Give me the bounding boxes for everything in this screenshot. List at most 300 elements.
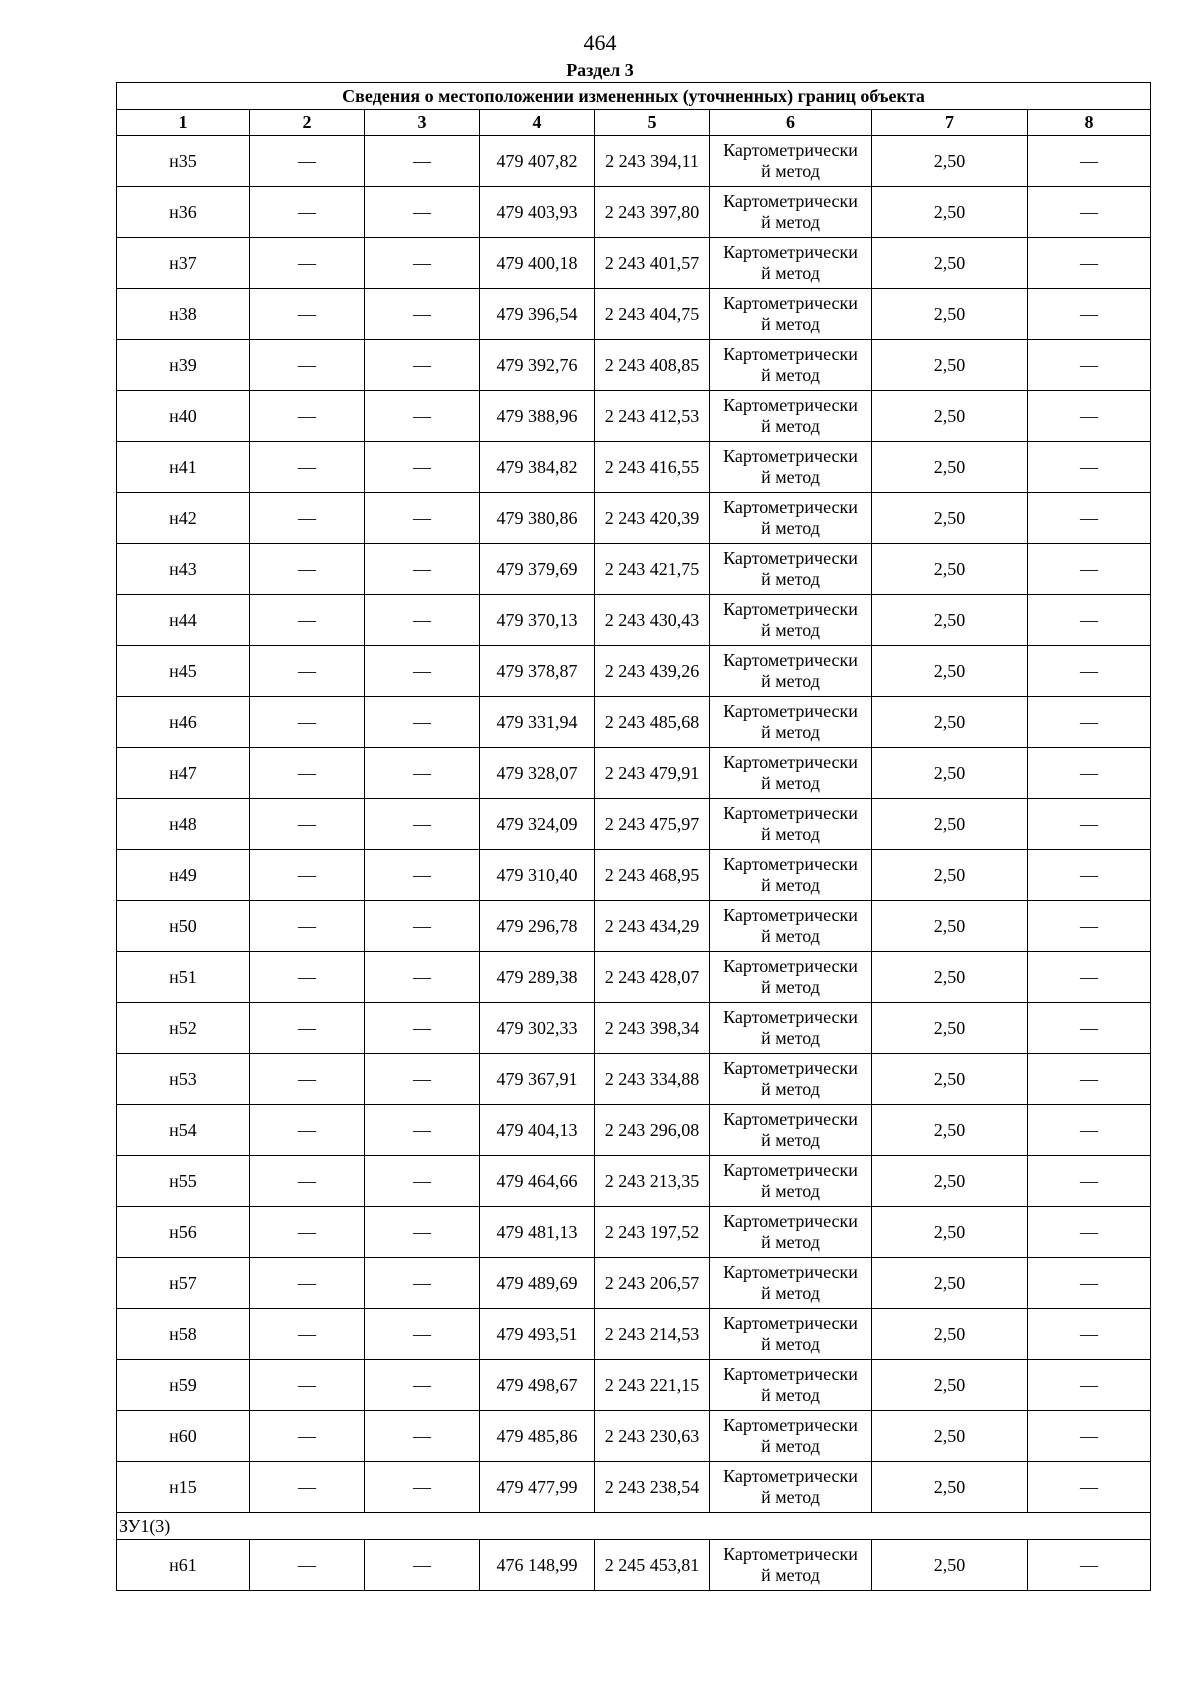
dash-cell: — (250, 136, 365, 187)
column-number: 3 (365, 110, 480, 136)
method-line-2: й метод (761, 518, 820, 538)
method-line-2: й метод (761, 1028, 820, 1048)
method-line-2: й метод (761, 1334, 820, 1354)
accuracy-cell: 2,50 (872, 646, 1028, 697)
x-coordinate-cell: 479 400,18 (480, 238, 595, 289)
y-coordinate-cell: 2 243 197,52 (595, 1207, 710, 1258)
dash-cell: — (365, 493, 480, 544)
method-line-2: й метод (761, 773, 820, 793)
table-row (117, 646, 1151, 697)
column-number: 1 (117, 110, 250, 136)
table-row (117, 799, 1151, 850)
accuracy-cell: 2,50 (872, 238, 1028, 289)
method-line-2: й метод (761, 365, 820, 385)
table-row (117, 1207, 1151, 1258)
dash-cell: — (365, 238, 480, 289)
dash-cell: — (365, 136, 480, 187)
method-cell (710, 238, 872, 289)
method-cell (710, 391, 872, 442)
y-coordinate-cell: 2 243 404,75 (595, 289, 710, 340)
method-line-2: й метод (761, 467, 820, 487)
dash-cell: — (250, 1003, 365, 1054)
method-line-2: й метод (761, 722, 820, 742)
dash-cell: — (250, 1156, 365, 1207)
method-line-2: й метод (761, 1181, 820, 1201)
accuracy-cell: 2,50 (872, 340, 1028, 391)
dash-cell: — (1028, 1105, 1151, 1156)
table-row (117, 1540, 1151, 1591)
method-line-1: Картометрически (723, 854, 858, 874)
point-id-cell: н39 (117, 340, 250, 391)
dash-cell: — (365, 799, 480, 850)
dash-cell: — (1028, 1462, 1151, 1513)
coordinates-table (116, 82, 1151, 1591)
y-coordinate-cell: 2 243 394,11 (595, 136, 710, 187)
method-cell (710, 136, 872, 187)
dash-cell: — (365, 850, 480, 901)
y-coordinate-cell: 2 243 439,26 (595, 646, 710, 697)
dash-cell: — (365, 1462, 480, 1513)
method-line-1: Картометрически (723, 446, 858, 466)
accuracy-cell: 2,50 (872, 1054, 1028, 1105)
dash-cell: — (250, 1540, 365, 1591)
group-header-row (117, 1513, 1151, 1540)
dash-cell: — (250, 289, 365, 340)
method-line-1: Картометрически (723, 752, 858, 772)
dash-cell: — (365, 1258, 480, 1309)
dash-cell: — (1028, 748, 1151, 799)
accuracy-cell: 2,50 (872, 493, 1028, 544)
x-coordinate-cell: 479 493,51 (480, 1309, 595, 1360)
point-id-cell: н58 (117, 1309, 250, 1360)
dash-cell: — (365, 1411, 480, 1462)
column-number: 5 (595, 110, 710, 136)
method-cell (710, 901, 872, 952)
table-row (117, 1156, 1151, 1207)
method-cell (710, 1054, 872, 1105)
method-line-1: Картометрически (723, 1364, 858, 1384)
x-coordinate-cell: 479 302,33 (480, 1003, 595, 1054)
page-number: 464 (583, 30, 617, 55)
method-cell (710, 1207, 872, 1258)
x-coordinate-cell: 479 384,82 (480, 442, 595, 493)
method-line-2: й метод (761, 926, 820, 946)
column-number: 2 (250, 110, 365, 136)
method-line-2: й метод (761, 1385, 820, 1405)
dash-cell: — (250, 1207, 365, 1258)
method-line-2: й метод (761, 1283, 820, 1303)
dash-cell: — (250, 187, 365, 238)
method-cell (710, 1360, 872, 1411)
accuracy-cell: 2,50 (872, 136, 1028, 187)
dash-cell: — (250, 646, 365, 697)
method-cell (710, 1309, 872, 1360)
table-row (117, 340, 1151, 391)
point-id-cell: н47 (117, 748, 250, 799)
dash-cell: — (365, 391, 480, 442)
method-line-1: Картометрически (723, 191, 858, 211)
dash-cell: — (365, 901, 480, 952)
dash-cell: — (250, 442, 365, 493)
method-cell (710, 1105, 872, 1156)
method-line-1: Картометрически (723, 344, 858, 364)
table-caption: Сведения о местоположении измененных (уточненных) границ объекта (117, 83, 1151, 110)
table-row (117, 1462, 1151, 1513)
point-id-cell: н44 (117, 595, 250, 646)
dash-cell: — (1028, 901, 1151, 952)
dash-cell: — (1028, 1360, 1151, 1411)
table-row (117, 238, 1151, 289)
y-coordinate-cell: 2 243 398,34 (595, 1003, 710, 1054)
y-coordinate-cell: 2 243 479,91 (595, 748, 710, 799)
point-id-cell: н48 (117, 799, 250, 850)
dash-cell: — (1028, 238, 1151, 289)
dash-cell: — (1028, 646, 1151, 697)
table-row (117, 1003, 1151, 1054)
x-coordinate-cell: 479 396,54 (480, 289, 595, 340)
method-cell (710, 493, 872, 544)
y-coordinate-cell: 2 243 485,68 (595, 697, 710, 748)
dash-cell: — (1028, 136, 1151, 187)
method-line-1: Картометрически (723, 701, 858, 721)
table-row (117, 544, 1151, 595)
point-id-cell: н41 (117, 442, 250, 493)
y-coordinate-cell: 2 243 468,95 (595, 850, 710, 901)
point-id-cell: н42 (117, 493, 250, 544)
y-coordinate-cell: 2 243 221,15 (595, 1360, 710, 1411)
dash-cell: — (365, 442, 480, 493)
x-coordinate-cell: 479 324,09 (480, 799, 595, 850)
column-number: 6 (710, 110, 872, 136)
method-line-1: Картометрически (723, 293, 858, 313)
method-cell (710, 187, 872, 238)
dash-cell: — (1028, 799, 1151, 850)
accuracy-cell: 2,50 (872, 1360, 1028, 1411)
x-coordinate-cell: 479 331,94 (480, 697, 595, 748)
dash-cell: — (365, 1207, 480, 1258)
column-numbers-row (117, 110, 1151, 136)
y-coordinate-cell: 2 243 416,55 (595, 442, 710, 493)
y-coordinate-cell: 2 243 475,97 (595, 799, 710, 850)
method-line-2: й метод (761, 416, 820, 436)
dash-cell: — (365, 289, 480, 340)
method-cell (710, 748, 872, 799)
table-row (117, 901, 1151, 952)
dash-cell: — (1028, 340, 1151, 391)
method-cell (710, 850, 872, 901)
dash-cell: — (250, 799, 365, 850)
dash-cell: — (1028, 1207, 1151, 1258)
point-id-cell: н57 (117, 1258, 250, 1309)
group-label: ЗУ1(3) (117, 1513, 1151, 1540)
y-coordinate-cell: 2 243 214,53 (595, 1309, 710, 1360)
dash-cell: — (250, 850, 365, 901)
x-coordinate-cell: 479 379,69 (480, 544, 595, 595)
x-coordinate-cell: 479 489,69 (480, 1258, 595, 1309)
point-id-cell: н40 (117, 391, 250, 442)
dash-cell: — (1028, 850, 1151, 901)
dash-cell: — (1028, 493, 1151, 544)
accuracy-cell: 2,50 (872, 901, 1028, 952)
method-line-2: й метод (761, 314, 820, 334)
x-coordinate-cell: 479 403,93 (480, 187, 595, 238)
dash-cell: — (250, 952, 365, 1003)
method-cell (710, 799, 872, 850)
dash-cell: — (250, 1462, 365, 1513)
x-coordinate-cell: 479 481,13 (480, 1207, 595, 1258)
x-coordinate-cell: 479 380,86 (480, 493, 595, 544)
x-coordinate-cell: 479 388,96 (480, 391, 595, 442)
dash-cell: — (365, 595, 480, 646)
dash-cell: — (250, 1054, 365, 1105)
method-line-1: Картометрически (723, 497, 858, 517)
dash-cell: — (250, 544, 365, 595)
accuracy-cell: 2,50 (872, 1156, 1028, 1207)
y-coordinate-cell: 2 243 238,54 (595, 1462, 710, 1513)
point-id-cell: н49 (117, 850, 250, 901)
method-line-2: й метод (761, 671, 820, 691)
x-coordinate-cell: 479 477,99 (480, 1462, 595, 1513)
method-cell (710, 595, 872, 646)
x-coordinate-cell: 479 296,78 (480, 901, 595, 952)
dash-cell: — (1028, 1054, 1151, 1105)
y-coordinate-cell: 2 243 428,07 (595, 952, 710, 1003)
dash-cell: — (250, 493, 365, 544)
table-body (117, 83, 1151, 1591)
point-id-cell: н38 (117, 289, 250, 340)
method-cell (710, 1156, 872, 1207)
method-line-1: Картометрически (723, 140, 858, 160)
dash-cell: — (365, 340, 480, 391)
accuracy-cell: 2,50 (872, 1258, 1028, 1309)
method-cell (710, 646, 872, 697)
accuracy-cell: 2,50 (872, 1540, 1028, 1591)
x-coordinate-cell: 479 392,76 (480, 340, 595, 391)
x-coordinate-cell: 479 367,91 (480, 1054, 595, 1105)
point-id-cell: н51 (117, 952, 250, 1003)
x-coordinate-cell: 479 289,38 (480, 952, 595, 1003)
table-row (117, 136, 1151, 187)
method-line-1: Картометрически (723, 1415, 858, 1435)
x-coordinate-cell: 479 328,07 (480, 748, 595, 799)
y-coordinate-cell: 2 243 430,43 (595, 595, 710, 646)
dash-cell: — (1028, 442, 1151, 493)
dash-cell: — (250, 238, 365, 289)
table-row (117, 1309, 1151, 1360)
dash-cell: — (250, 1309, 365, 1360)
y-coordinate-cell: 2 243 230,63 (595, 1411, 710, 1462)
dash-cell: — (1028, 1309, 1151, 1360)
method-line-1: Картометрически (723, 1544, 858, 1564)
point-id-cell: н35 (117, 136, 250, 187)
method-line-2: й метод (761, 875, 820, 895)
point-id-cell: н61 (117, 1540, 250, 1591)
dash-cell: — (250, 1105, 365, 1156)
y-coordinate-cell: 2 243 421,75 (595, 544, 710, 595)
dash-cell: — (365, 1156, 480, 1207)
y-coordinate-cell: 2 243 296,08 (595, 1105, 710, 1156)
method-line-1: Картометрически (723, 242, 858, 262)
point-id-cell: н60 (117, 1411, 250, 1462)
table-row (117, 1258, 1151, 1309)
y-coordinate-cell: 2 243 206,57 (595, 1258, 710, 1309)
method-line-2: й метод (761, 620, 820, 640)
y-coordinate-cell: 2 243 334,88 (595, 1054, 710, 1105)
method-cell (710, 544, 872, 595)
table-row (117, 187, 1151, 238)
dash-cell: — (1028, 1411, 1151, 1462)
dash-cell: — (365, 748, 480, 799)
method-line-1: Картометрически (723, 1313, 858, 1333)
dash-cell: — (365, 646, 480, 697)
accuracy-cell: 2,50 (872, 748, 1028, 799)
method-line-2: й метод (761, 824, 820, 844)
table-caption-row (117, 83, 1151, 110)
x-coordinate-cell: 479 407,82 (480, 136, 595, 187)
method-cell (710, 340, 872, 391)
table-row (117, 595, 1151, 646)
method-line-2: й метод (761, 1565, 820, 1585)
column-number: 7 (872, 110, 1028, 136)
method-line-2: й метод (761, 212, 820, 232)
method-line-2: й метод (761, 1436, 820, 1456)
dash-cell: — (250, 901, 365, 952)
x-coordinate-cell: 479 370,13 (480, 595, 595, 646)
dash-cell: — (365, 1105, 480, 1156)
accuracy-cell: 2,50 (872, 1462, 1028, 1513)
y-coordinate-cell: 2 243 397,80 (595, 187, 710, 238)
y-coordinate-cell: 2 243 412,53 (595, 391, 710, 442)
point-id-cell: н56 (117, 1207, 250, 1258)
dash-cell: — (1028, 187, 1151, 238)
dash-cell: — (1028, 952, 1151, 1003)
point-id-cell: н50 (117, 901, 250, 952)
x-coordinate-cell: 479 498,67 (480, 1360, 595, 1411)
y-coordinate-cell: 2 243 401,57 (595, 238, 710, 289)
x-coordinate-cell: 476 148,99 (480, 1540, 595, 1591)
accuracy-cell: 2,50 (872, 697, 1028, 748)
dash-cell: — (365, 544, 480, 595)
method-line-2: й метод (761, 977, 820, 997)
point-id-cell: н37 (117, 238, 250, 289)
table-row (117, 442, 1151, 493)
method-line-1: Картометрически (723, 1160, 858, 1180)
point-id-cell: н53 (117, 1054, 250, 1105)
column-number: 8 (1028, 110, 1151, 136)
x-coordinate-cell: 479 310,40 (480, 850, 595, 901)
dash-cell: — (365, 1003, 480, 1054)
point-id-cell: н36 (117, 187, 250, 238)
method-line-1: Картометрически (723, 1262, 858, 1282)
point-id-cell: н52 (117, 1003, 250, 1054)
dash-cell: — (365, 952, 480, 1003)
table-row (117, 289, 1151, 340)
point-id-cell: н45 (117, 646, 250, 697)
point-id-cell: н15 (117, 1462, 250, 1513)
dash-cell: — (365, 1054, 480, 1105)
coordinates-table-container (116, 82, 1151, 1591)
dash-cell: — (250, 1411, 365, 1462)
dash-cell: — (250, 697, 365, 748)
dash-cell: — (365, 697, 480, 748)
accuracy-cell: 2,50 (872, 1309, 1028, 1360)
method-line-1: Картометрически (723, 803, 858, 823)
method-cell (710, 1258, 872, 1309)
accuracy-cell: 2,50 (872, 391, 1028, 442)
method-cell (710, 1462, 872, 1513)
x-coordinate-cell: 479 485,86 (480, 1411, 595, 1462)
accuracy-cell: 2,50 (872, 1105, 1028, 1156)
accuracy-cell: 2,50 (872, 544, 1028, 595)
dash-cell: — (250, 748, 365, 799)
dash-cell: — (1028, 391, 1151, 442)
accuracy-cell: 2,50 (872, 952, 1028, 1003)
method-line-1: Картометрически (723, 1058, 858, 1078)
method-line-2: й метод (761, 1232, 820, 1252)
dash-cell: — (1028, 1540, 1151, 1591)
method-line-1: Картометрически (723, 650, 858, 670)
accuracy-cell: 2,50 (872, 1003, 1028, 1054)
dash-cell: — (365, 187, 480, 238)
point-id-cell: н54 (117, 1105, 250, 1156)
accuracy-cell: 2,50 (872, 595, 1028, 646)
method-line-1: Картометрически (723, 395, 858, 415)
table-row (117, 1411, 1151, 1462)
accuracy-cell: 2,50 (872, 442, 1028, 493)
y-coordinate-cell: 2 243 420,39 (595, 493, 710, 544)
table-row (117, 850, 1151, 901)
x-coordinate-cell: 479 378,87 (480, 646, 595, 697)
dash-cell: — (250, 340, 365, 391)
method-line-1: Картометрически (723, 1109, 858, 1129)
table-row (117, 1105, 1151, 1156)
method-line-1: Картометрически (723, 1007, 858, 1027)
method-line-2: й метод (761, 1487, 820, 1507)
accuracy-cell: 2,50 (872, 1207, 1028, 1258)
method-line-2: й метод (761, 569, 820, 589)
table-row (117, 1054, 1151, 1105)
table-row (117, 697, 1151, 748)
dash-cell: — (1028, 289, 1151, 340)
method-line-2: й метод (761, 1079, 820, 1099)
dash-cell: — (365, 1309, 480, 1360)
method-cell (710, 442, 872, 493)
dash-cell: — (1028, 1258, 1151, 1309)
accuracy-cell: 2,50 (872, 1411, 1028, 1462)
section-title: Раздел 3 (566, 60, 634, 80)
point-id-cell: н46 (117, 697, 250, 748)
table-row (117, 493, 1151, 544)
x-coordinate-cell: 479 464,66 (480, 1156, 595, 1207)
dash-cell: — (250, 1258, 365, 1309)
column-number: 4 (480, 110, 595, 136)
y-coordinate-cell: 2 243 408,85 (595, 340, 710, 391)
dash-cell: — (250, 391, 365, 442)
dash-cell: — (250, 595, 365, 646)
method-line-2: й метод (761, 161, 820, 181)
method-line-2: й метод (761, 1130, 820, 1150)
method-line-1: Картометрически (723, 905, 858, 925)
point-id-cell: н55 (117, 1156, 250, 1207)
table-row (117, 748, 1151, 799)
method-cell (710, 1411, 872, 1462)
method-line-1: Картометрически (723, 1466, 858, 1486)
method-cell (710, 289, 872, 340)
x-coordinate-cell: 479 404,13 (480, 1105, 595, 1156)
y-coordinate-cell: 2 243 434,29 (595, 901, 710, 952)
method-line-1: Картометрически (723, 956, 858, 976)
dash-cell: — (1028, 697, 1151, 748)
